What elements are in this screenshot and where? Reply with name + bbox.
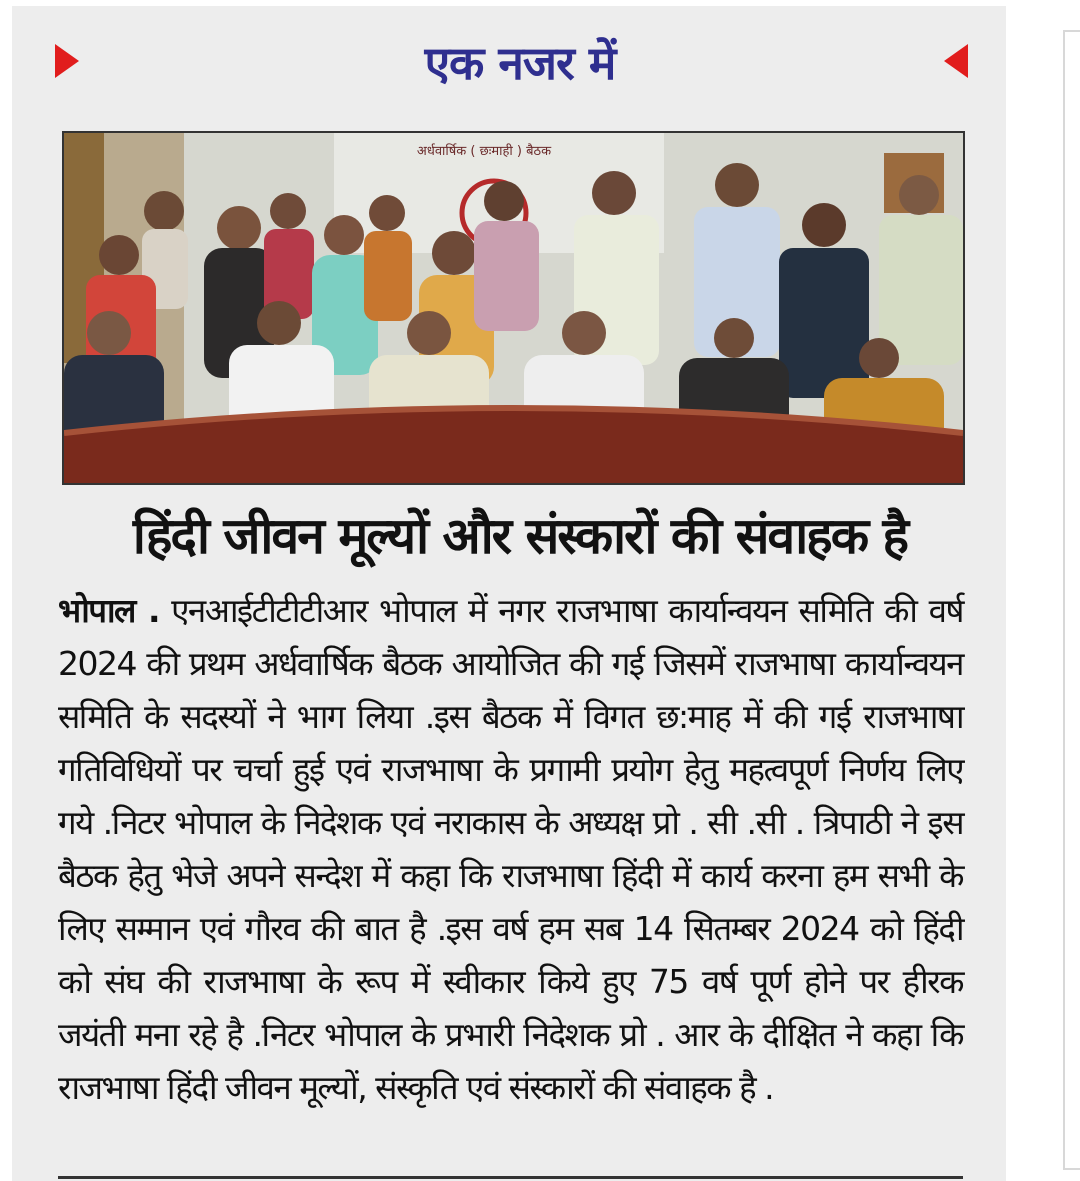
group-photo	[62, 131, 965, 485]
triangle-right-marker-icon	[55, 44, 79, 78]
article-dateline: भोपाल .	[58, 591, 160, 630]
article-body	[58, 584, 963, 1114]
section-title: एक नजर में	[424, 36, 616, 90]
banner-text: अर्धवार्षिक ( छःमाही ) बैठक	[416, 144, 552, 159]
bottom-rule	[58, 1176, 963, 1179]
adjacent-column-border	[1063, 30, 1065, 1170]
triangle-left-marker-icon	[944, 44, 968, 78]
article-headline: हिंदी जीवन मूल्यों और संस्कारों की संवाहक है	[132, 507, 908, 565]
article-body-text: एनआईटीटीटीआर भोपाल में नगर राजभाषा कार्यान्वयन समिति की वर्ष 2024 की प्रथम अर्धवार्षिक बैठक आयोजित की गई जिसमें राजभाषा कार्यान्वयन समिति के सदस्यों ने भाग लिया .इस बैठक में विगत छ:माह में की गई राजभाषा गतिविधियों पर चर्चा हुई एवं राजभाषा के प्रगामी प्रयोग हेतु महत्वपूर्ण निर्णय लिए गये .निटर भोपाल के निदेशक एवं नराकास के अध्यक्ष प्रो . सी .सी . त्रिपाठी ने इस बैठक हेतु भेजे अपने सन्देश में कहा कि राजभाषा हिंदी में कार्य करना हम सभी के लिए सम्मान एवं गौरव की बात है .इस वर्ष हम सब 14 सितम्बर 2024 को हिंदी को संघ की राजभाषा के रूप में स्वीकार किये हुए 75 वर्ष पूर्ण होने पर हीरक जयंती मना रहे है .निटर भोपाल के प्रभारी निदेशक प्रो . आर के दीक्षित ने कहा कि राजभाषा हिंदी जीवन मूल्यों, संस्कृति एवं संस्कारों की संवाहक है .	[58, 591, 963, 1107]
adjacent-column-border-bottom	[1063, 1168, 1080, 1170]
adjacent-column-border-top	[1063, 30, 1080, 32]
